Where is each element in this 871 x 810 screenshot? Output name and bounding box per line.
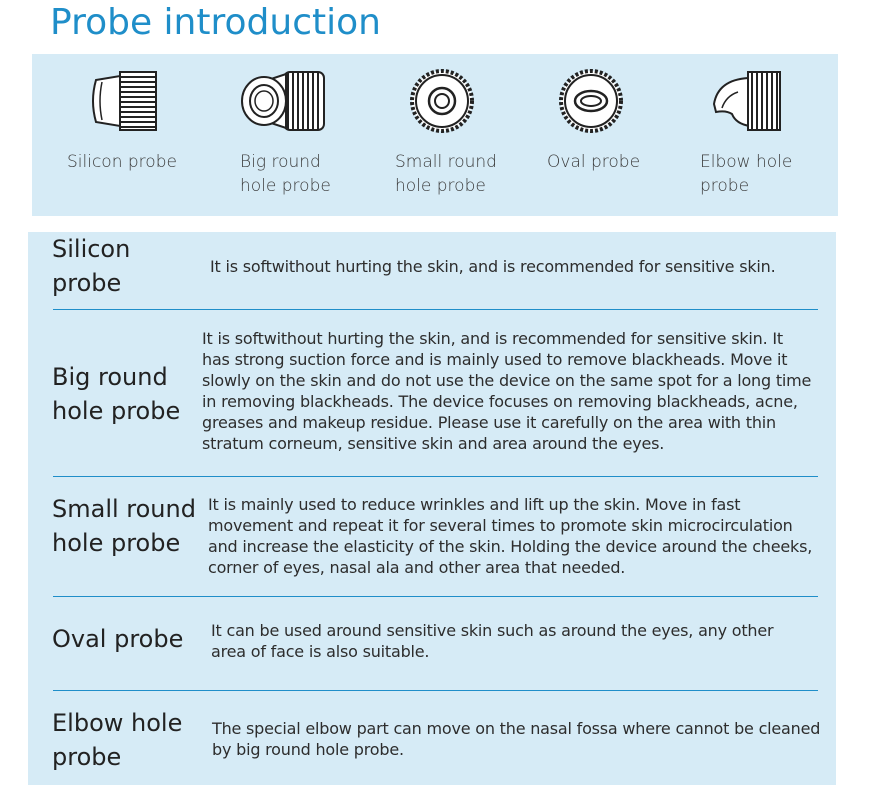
row-divider	[53, 309, 818, 310]
row-divider	[53, 476, 818, 477]
row-divider	[53, 596, 818, 597]
probe-label-small-round: Small round hole probe	[395, 152, 497, 196]
probe-label-silicon: Silicon probe	[67, 152, 177, 172]
row-name-oval: Oval probe	[52, 625, 184, 653]
probe-card-small-round	[394, 54, 544, 216]
page-title: Probe introduction	[50, 2, 381, 43]
probe-description-table	[28, 232, 836, 785]
silicon-probe-icon	[82, 68, 162, 134]
probe-card-big-round	[236, 54, 386, 216]
probe-card-silicon	[64, 54, 214, 216]
row-desc-oval: It can be used around sensitive skin such as around the eyes, any other area of face is also suitable.	[211, 621, 774, 661]
probe-card-elbow	[698, 54, 848, 216]
row-name-big-round: Big round hole probe	[52, 363, 181, 425]
probe-label-oval: Oval probe	[547, 152, 641, 172]
row-name-silicon: Silicon probe	[52, 235, 131, 297]
probe-label-big-round: Big round hole probe	[240, 152, 331, 196]
probe-gallery	[32, 54, 838, 216]
big-round-hole-probe-icon	[238, 68, 330, 134]
row-desc-silicon: It is softwithout hurting the skin, and is recommended for sensitive skin.	[210, 257, 776, 276]
row-name-elbow: Elbow hole probe	[52, 709, 183, 771]
probe-card-oval	[546, 54, 696, 216]
row-desc-small-round: It is mainly used to reduce wrinkles and lift up the skin. Move in fast movement and repeat it for several times to promote skin microcirculation and increase the elasticity of the skin. Holding the device around the cheeks, corner of eyes, nasal ala and other area that needed.	[208, 495, 813, 577]
probe-label-elbow: Elbow hole probe	[700, 152, 793, 196]
small-round-hole-probe-icon	[409, 68, 475, 134]
row-desc-elbow: The special elbow part can move on the nasal fossa where cannot be cleaned by big round hole probe.	[212, 719, 821, 759]
row-divider	[53, 690, 818, 691]
oval-probe-icon	[558, 68, 624, 134]
row-name-small-round: Small round hole probe	[52, 495, 196, 557]
row-desc-big-round: It is softwithout hurting the skin, and is recommended for sensitive skin. It has strong suction force and is mainly used to remove blackheads. Move it slowly on the skin and do not use the device on the same spot for a long time in removing blackheads. The device focuses on removing blackheads, acne, greases and makeup residue. Please use it carefully on the area with thin stratum corneum, sensitive skin and area around the eyes.	[202, 329, 812, 453]
elbow-hole-probe-icon	[704, 68, 786, 134]
